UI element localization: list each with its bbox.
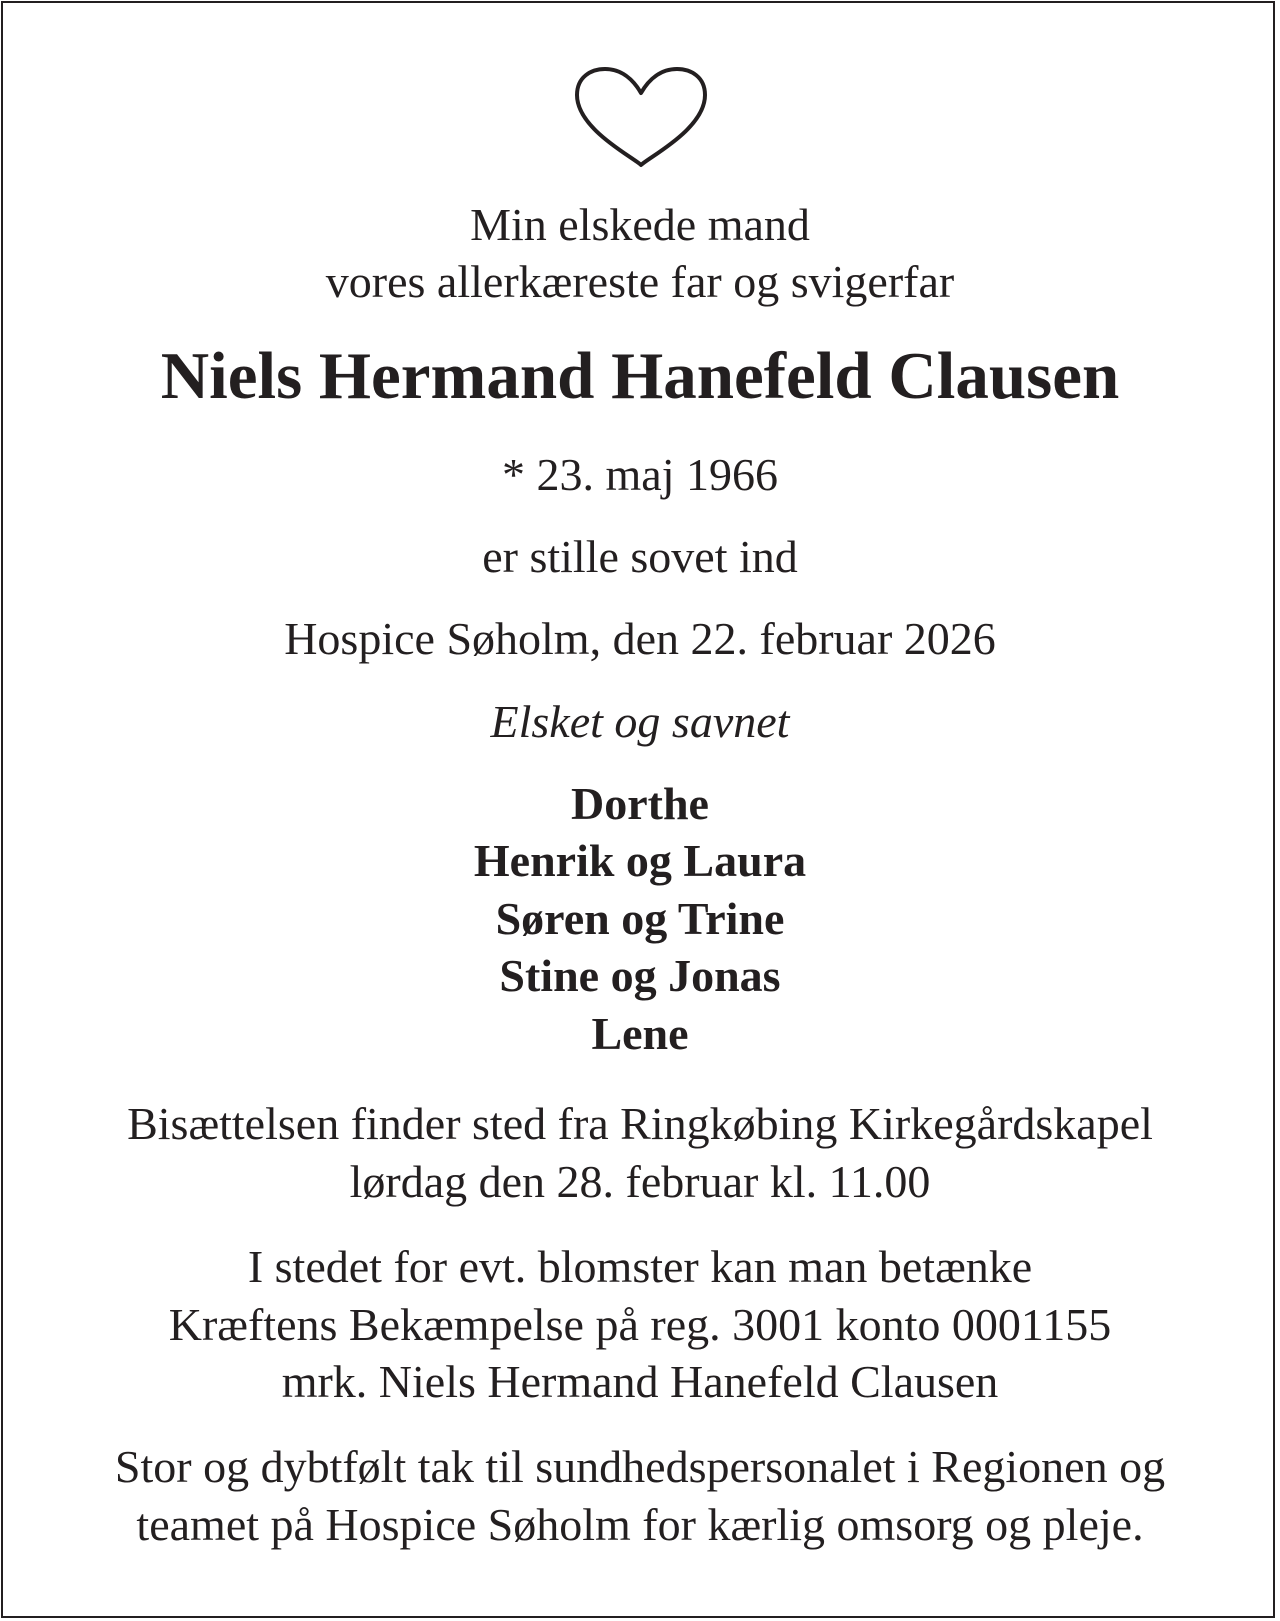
family-member: Stine og Jonas <box>499 950 781 1001</box>
heart-outline-icon <box>571 65 711 173</box>
donation-line-3: mrk. Niels Hermand Hanefeld Clausen <box>281 1356 999 1407</box>
birth-date: * 23. maj 1966 <box>502 449 778 500</box>
tagline: Elsket og savnet <box>490 696 790 747</box>
thanks-line-2: teamet på Hospice Søholm for kærlig omsorg og pleje. <box>136 1499 1144 1550</box>
family-member: Lene <box>591 1008 689 1059</box>
family-member: Søren og Trine <box>495 893 785 944</box>
deceased-name: Niels Hermand Hanefeld Clausen <box>160 339 1120 413</box>
funeral-line-1: Bisættelsen finder sted fra Ringkøbing Kirkegårdskapel <box>127 1098 1153 1149</box>
obituary-content <box>3 3 1277 1620</box>
obituary-frame <box>1 1 1275 1618</box>
funeral-line-2: lørdag den 28. februar kl. 11.00 <box>349 1156 931 1207</box>
thanks-line-1: Stor og dybtfølt tak til sundhedspersonalet i Regionen og <box>114 1441 1166 1492</box>
family-member: Dorthe <box>571 778 709 829</box>
intro-line-1: Min elskede mand <box>470 199 810 250</box>
donation-line-2: Kræftens Bekæmpelse på reg. 3001 konto 0001155 <box>168 1299 1112 1350</box>
family-member: Henrik og Laura <box>473 835 807 886</box>
intro-line-2: vores allerkæreste far og svigerfar <box>325 256 955 307</box>
passed-away-text: er stille sovet ind <box>482 531 798 582</box>
donation-line-1: I stedet for evt. blomster kan man betænke <box>247 1241 1033 1292</box>
place-and-date: Hospice Søholm, den 22. februar 2026 <box>284 613 996 664</box>
